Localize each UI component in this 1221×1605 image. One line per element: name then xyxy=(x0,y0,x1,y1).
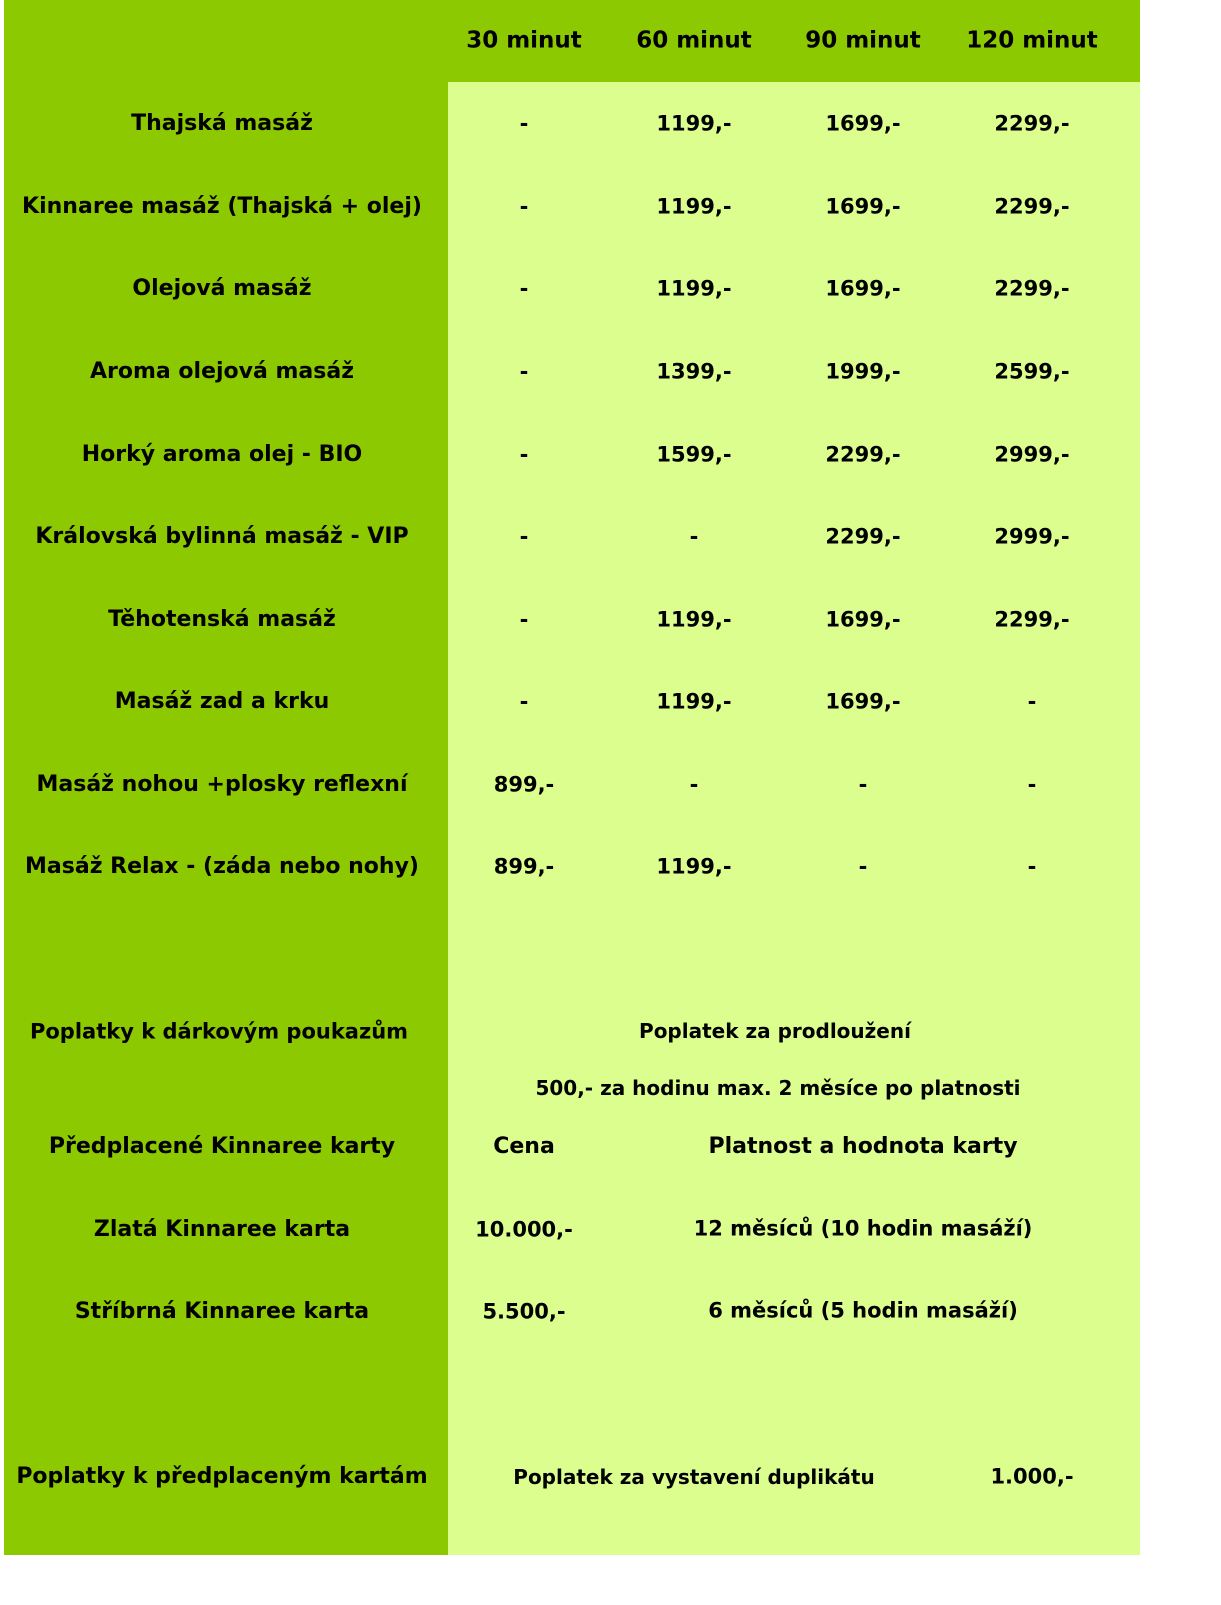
price-120: 2999,- xyxy=(994,442,1070,467)
price-120: 2299,- xyxy=(994,194,1070,219)
silver-card-label: Stříbrná Kinnaree karta xyxy=(74,1299,370,1324)
price-30: - xyxy=(519,689,529,714)
price-30: - xyxy=(519,111,529,136)
price-60: 1399,- xyxy=(656,359,732,384)
price-120: - xyxy=(1027,689,1037,714)
price-120: 2299,- xyxy=(994,276,1070,301)
price-90: 1699,- xyxy=(825,111,901,136)
price-90: 2299,- xyxy=(825,524,901,549)
price-60: - xyxy=(689,524,699,549)
price-30: - xyxy=(519,276,529,301)
price-90: 1699,- xyxy=(825,194,901,219)
price-30: - xyxy=(519,607,529,632)
price-90: 1999,- xyxy=(825,359,901,384)
price-60: 1199,- xyxy=(656,111,732,136)
card-price-header: Cena xyxy=(493,1134,555,1159)
duplicate-fee-value: 1.000,- xyxy=(990,1464,1074,1489)
price-30: 899,- xyxy=(493,772,555,797)
row-label: Královská bylinná masáž - VIP xyxy=(35,524,409,549)
header-90-minut: 90 minut xyxy=(805,27,921,54)
price-120: 2999,- xyxy=(994,524,1070,549)
header-30-minut: 30 minut xyxy=(466,27,582,54)
gift-voucher-fees-label: Poplatky k dárkovým poukazům xyxy=(29,1019,409,1044)
price-30: - xyxy=(519,524,529,549)
price-30: 899,- xyxy=(493,854,555,879)
silver-card-price: 5.500,- xyxy=(482,1299,566,1324)
header-60-minut: 60 minut xyxy=(636,27,752,54)
price-30: - xyxy=(519,442,529,467)
price-120: 2599,- xyxy=(994,359,1070,384)
gold-card-label: Zlatá Kinnaree karta xyxy=(93,1217,351,1242)
price-90: 1699,- xyxy=(825,276,901,301)
price-30: - xyxy=(519,359,529,384)
row-label: Aroma olejová masáž xyxy=(89,359,355,384)
row-label: Masáž Relax - (záda nebo nohy) xyxy=(25,854,419,879)
price-60: 1199,- xyxy=(656,276,732,301)
card-validity-header: Platnost a hodnota karty xyxy=(708,1134,1018,1159)
row-label: Olejová masáž xyxy=(132,276,312,301)
price-120: - xyxy=(1027,854,1037,879)
price-60: 1199,- xyxy=(656,194,732,219)
price-90: 2299,- xyxy=(825,442,901,467)
price-120: 2299,- xyxy=(994,607,1070,632)
price-60: - xyxy=(689,772,699,797)
price-60: 1599,- xyxy=(656,442,732,467)
price-90: 1699,- xyxy=(825,607,901,632)
price-list xyxy=(4,0,1140,1555)
header-120-minut: 120 minut xyxy=(966,27,1098,54)
duplicate-fee-title: Poplatek za vystavení duplikátu xyxy=(513,1465,875,1489)
price-90: - xyxy=(858,854,868,879)
prepaid-card-fees-label: Poplatky k předplaceným kartám xyxy=(16,1464,428,1489)
price-60: 1199,- xyxy=(656,607,732,632)
values-area-background xyxy=(448,82,1140,1555)
silver-card-validity: 6 měsíců (5 hodin masáží) xyxy=(708,1298,1018,1323)
price-120: - xyxy=(1027,772,1037,797)
prepaid-cards-label: Předplacené Kinnaree karty xyxy=(48,1134,396,1159)
price-120: 2299,- xyxy=(994,111,1070,136)
price-90: - xyxy=(858,772,868,797)
extension-fee-text: 500,- za hodinu max. 2 měsíce po platnosti xyxy=(535,1076,1021,1100)
price-60: 1199,- xyxy=(656,689,732,714)
extension-fee-title: Poplatek za prodloužení xyxy=(639,1019,911,1043)
gold-card-validity: 12 měsíců (10 hodin masáží) xyxy=(693,1216,1033,1241)
row-label: Kinnaree masáž (Thajská + olej) xyxy=(22,194,422,219)
row-label: Thajská masáž xyxy=(131,111,313,136)
price-30: - xyxy=(519,194,529,219)
gold-card-price: 10.000,- xyxy=(475,1217,573,1242)
price-60: 1199,- xyxy=(656,854,732,879)
row-label: Těhotenská masáž xyxy=(108,607,336,632)
row-label: Horký aroma olej - BIO xyxy=(81,442,363,467)
row-label: Masáž nohou +plosky reflexní xyxy=(36,772,408,797)
price-90: 1699,- xyxy=(825,689,901,714)
row-label: Masáž zad a krku xyxy=(114,689,330,714)
